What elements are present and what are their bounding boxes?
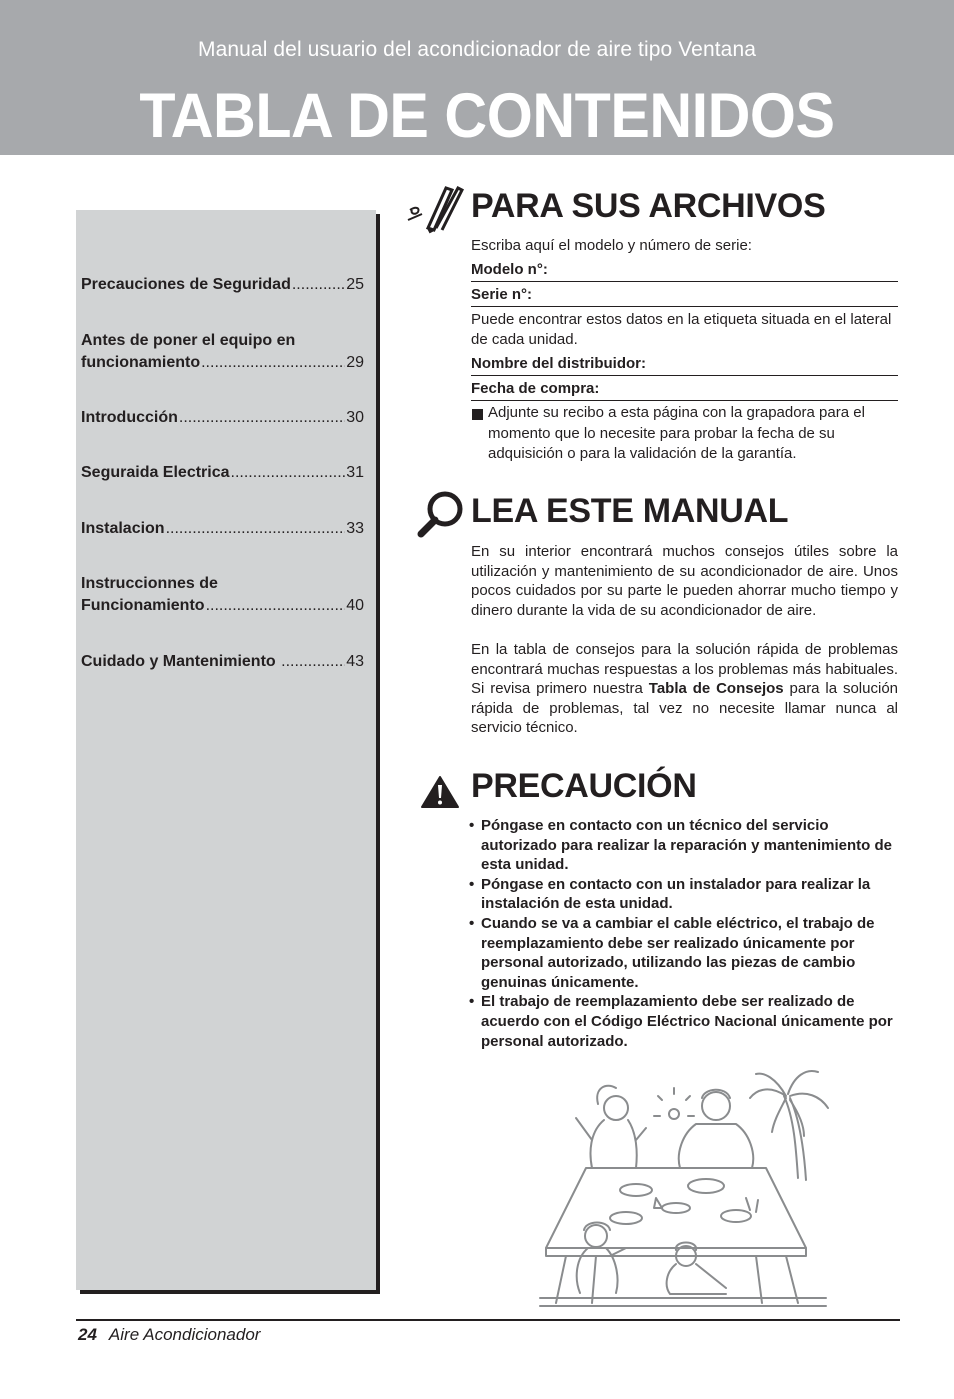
caution-list — [469, 816, 899, 1051]
pen-icon — [406, 184, 464, 234]
page-footer — [78, 1325, 260, 1345]
toc-entry-label: Instruccionnes de — [81, 575, 218, 592]
caution-item-text: El trabajo de reemplazamiento debe ser realizado de acuerdo con el Código Eléctrico Nacional únicamente por personal autorizado. — [481, 993, 893, 1050]
caution-item: • Cuando se va a cambiar el cable eléctrico, el trabajo de reemplazamiento debe ser realizado únicamente por personal autorizado, utilizando las piezas de cambio genuinas únicamente. — [469, 914, 875, 991]
toc-entry-page: 43 — [346, 653, 364, 670]
warning-triangle-icon — [420, 775, 460, 809]
section-title-archivos: PARA SUS ARCHIVOS — [471, 187, 826, 225]
caution-item: • Póngase en contacto con un técnico del servicio autorizado para realizar la reparación y mantenimiento de esta unidad. — [469, 817, 892, 874]
manual-text: En la tabla de consejos para la solución rápida de problemas encontrará muchas respuestas a los problemas más habituales. Si revisa primero nuestra — [471, 641, 898, 697]
archivos-note: Puede encontrar estos datos en la etiqueta situada en el lateral de cada unidad. — [471, 311, 892, 348]
manual-text: para la solución rápida de problemas, tal vez no necesite llamar nunca al servicio técnico. — [471, 680, 899, 736]
purchase-date-field[interactable]: Fecha de compra: — [471, 380, 898, 401]
page-title: TABLA DE CONTENIDOS — [139, 81, 835, 151]
toc-entry-electrica[interactable] — [81, 462, 364, 484]
caution-item-text: Póngase en contacto con un instalador para realizar la instalación de esta unidad. — [481, 875, 871, 913]
sidebar-shadow — [376, 214, 380, 1294]
receipt-note-text: Adjunte su recibo a esta página con la grapadora para el momento que lo necesite para probar la fecha de su adquisición o para la validación de la garantía. — [488, 404, 865, 462]
toc-entry-page: 40 — [346, 597, 364, 614]
footer-label: Aire Acondicionador — [108, 1325, 261, 1344]
toc-entry-label: Precauciones de Seguridad — [81, 276, 291, 293]
manual-paragraph: En su interior encontrará muchos consejos útiles sobre la utilización y mantenimiento de su acondicionador de aire. Unos pocos cuidados por su parte le pueden ahorrar mucho tiempo y dinero durante la vida de su acondicionador de aire. — [471, 543, 898, 619]
caution-item-text: Póngase en contacto con un técnico del servicio autorizado para realizar la reparación y mantenimiento de esta unidad. — [481, 817, 892, 874]
toc-entry-label: Instalacion — [81, 520, 165, 537]
toc-entry-funcionamiento[interactable] — [81, 573, 364, 617]
receipt-note — [471, 403, 898, 465]
page-number: 24 — [78, 1325, 97, 1344]
toc-entry-label: Introducción — [81, 409, 178, 426]
toc-entry-page: 30 — [346, 409, 364, 426]
dealer-field[interactable]: Nombre del distribuidor: — [471, 355, 898, 376]
toc-entry-page: 29 — [346, 354, 364, 371]
family-picnic-illustration — [536, 1058, 834, 1313]
magnifier-icon — [416, 490, 464, 538]
caution-item: • Póngase en contacto con un instalador para realizar la instalación de esta unidad. — [469, 875, 871, 913]
archivos-intro: Escriba aquí el modelo y número de serie: — [471, 237, 752, 254]
section-title-manual: LEA ESTE MANUAL — [471, 492, 789, 530]
toc-entry-page: 33 — [346, 520, 364, 537]
caution-item-text: Cuando se va a cambiar el cable eléctrico, el trabajo de reemplazamiento debe ser realizado únicamente por personal autorizado, utilizando las piezas de cambio genuinas únicamente. — [481, 914, 875, 991]
toc-entry-antes[interactable] — [81, 330, 364, 374]
manual-bold-text: Tabla de Consejos — [648, 680, 784, 697]
footer-rule — [76, 1319, 900, 1321]
header-subtitle: Manual del usuario del acondicionador de aire tipo Ventana — [197, 38, 757, 61]
toc-entry-label: Seguraida Electrica — [81, 464, 230, 481]
toc-entry-label: funcionamiento — [81, 354, 201, 371]
page-header — [0, 0, 954, 155]
toc-entry-label: Antes de poner el equipo en — [81, 332, 296, 349]
square-bullet-icon — [472, 409, 483, 420]
serial-field[interactable]: Serie n°: — [471, 286, 898, 307]
caution-item: • El trabajo de reemplazamiento debe ser realizado de acuerdo con el Código Eléctrico Nacional únicamente por personal autorizado. — [469, 993, 893, 1050]
toc-entry-label: Funcionamiento — [81, 597, 205, 614]
toc-entry-seguridad[interactable] — [81, 274, 364, 296]
section-title-caution: PRECAUCIÓN — [471, 767, 697, 805]
toc-entry-page: 25 — [346, 276, 364, 293]
toc-entry-instalacion[interactable] — [81, 518, 364, 540]
toc-entry-page: 31 — [346, 464, 364, 481]
sidebar-shadow — [80, 1290, 380, 1294]
manual-paragraph — [471, 640, 898, 738]
toc-entry-label: Cuidado y Mantenimiento — [81, 653, 281, 670]
model-field[interactable]: Modelo n°: — [471, 261, 898, 282]
toc-entry-introduccion[interactable] — [81, 407, 364, 429]
toc-entry-mantenimiento[interactable] — [81, 651, 364, 673]
